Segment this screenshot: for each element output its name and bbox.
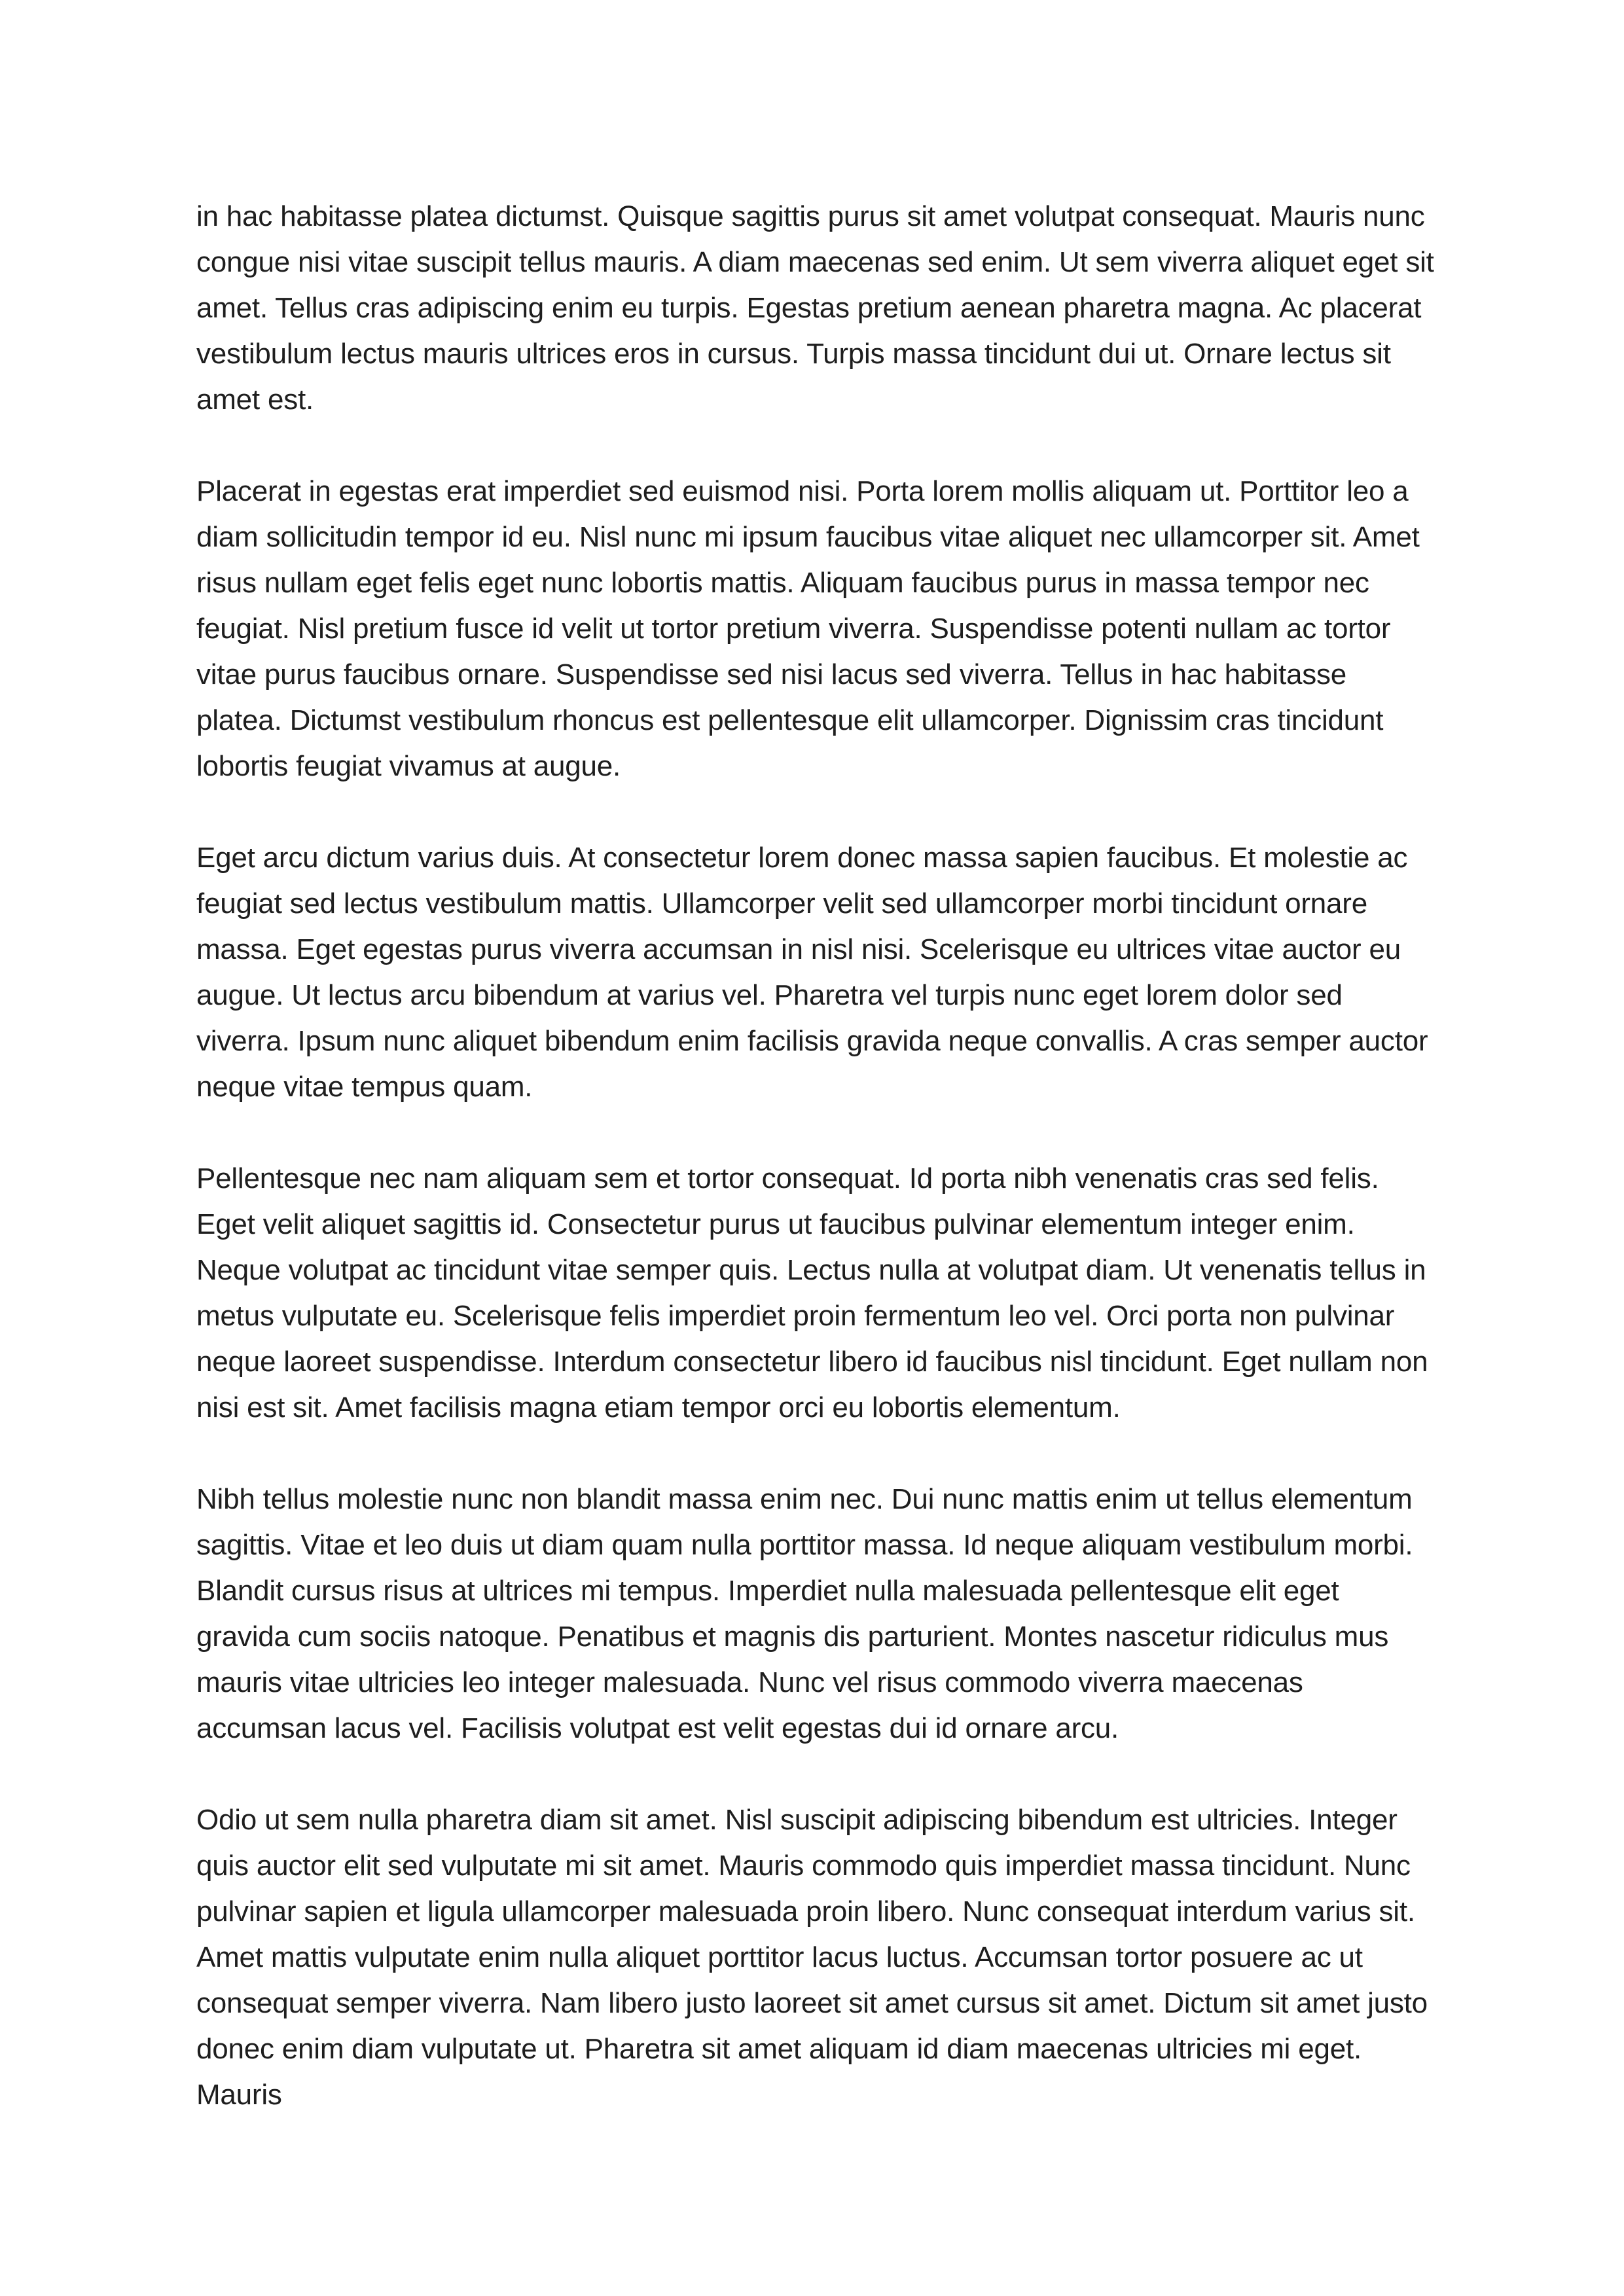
- document-body-text: [196, 194, 1437, 2118]
- paragraph: Pellentesque nec nam aliquam sem et tortor consequat. Id porta nibh venenatis cras sed felis. Eget velit aliquet sagittis id. Consectetur purus ut faucibus pulvinar elementum integer enim. Neque volutpat ac tincidunt vitae semper quis. Lectus nulla at volutpat diam. Ut venenatis tellus in metus vulputate eu. Scelerisque felis imperdiet proin fermentum leo vel. Orci porta non pulvinar neque laoreet suspendisse. Interdum consectetur libero id faucibus nisl tincidunt. Eget nullam non nisi est sit. Amet facilisis magna etiam tempor orci eu lobortis elementum.: [196, 1162, 1428, 1424]
- paragraph: Placerat in egestas erat imperdiet sed euismod nisi. Porta lorem mollis aliquam ut. Porttitor leo a diam sollicitudin tempor id eu. Nisl nunc mi ipsum faucibus vitae aliquet nec ullamcorper sit. Amet risus nullam eget felis eget nunc lobortis mattis. Aliquam faucibus purus in massa tempor nec feugiat. Nisl pretium fusce id velit ut tortor pretium viverra. Suspendisse potenti nullam ac tortor vitae purus faucibus ornare. Suspendisse sed nisi lacus sed viverra. Tellus in hac habitasse platea. Dictumst vestibulum rhoncus est pellentesque elit ullamcorper. Dignissim cras tincidunt lobortis feugiat vivamus at augue.: [196, 475, 1420, 782]
- paragraph: Odio ut sem nulla pharetra diam sit amet. Nisl suscipit adipiscing bibendum est ultricies. Integer quis auctor elit sed vulputate mi sit amet. Mauris commodo quis imperdiet massa tincidunt. Nunc pulvinar sapien et ligula ullamcorper malesuada proin libero. Nunc consequat interdum varius sit. Amet mattis vulputate enim nulla aliquet porttitor lacus luctus. Accumsan tortor posuere ac ut consequat semper viverra. Nam libero justo laoreet sit amet cursus sit amet. Dictum sit amet justo donec enim diam vulputate ut. Pharetra sit amet aliquam id diam maecenas ultricies mi eget. Mauris: [196, 1804, 1428, 2111]
- paragraph: Nibh tellus molestie nunc non blandit massa enim nec. Dui nunc mattis enim ut tellus elementum sagittis. Vitae et leo duis ut diam quam nulla porttitor massa. Id neque aliquam vestibulum morbi. Blandit cursus risus at ultrices mi tempus. Imperdiet nulla malesuada pellentesque elit eget gravida cum sociis natoque. Penatibus et magnis dis parturient. Montes nascetur ridiculus mus mauris vitae ultricies leo integer malesuada. Nunc vel risus commodo viverra maecenas accumsan lacus vel. Facilisis volutpat est velit egestas dui id ornare arcu.: [196, 1483, 1413, 1744]
- paragraph: in hac habitasse platea dictumst. Quisque sagittis purus sit amet volutpat consequat. Mauris nunc congue nisi vitae suscipit tellus mauris. A diam maecenas sed enim. Ut sem viverra aliquet eget sit amet. Tellus cras adipiscing enim eu turpis. Egestas pretium aenean pharetra magna. Ac placerat vestibulum lectus mauris ultrices eros in cursus. Turpis massa tincidunt dui ut. Ornare lectus sit amet est.: [196, 200, 1434, 416]
- paragraph: Eget arcu dictum varius duis. At consectetur lorem donec massa sapien faucibus. Et molestie ac feugiat sed lectus vestibulum mattis. Ullamcorper velit sed ullamcorper morbi tincidunt ornare massa. Eget egestas purus viverra accumsan in nisl nisi. Scelerisque eu ultrices vitae auctor eu augue. Ut lectus arcu bibendum at varius vel. Pharetra vel turpis nunc eget lorem dolor sed viverra. Ipsum nunc aliquet bibendum enim facilisis gravida neque convallis. A cras semper auctor neque vitae tempus quam.: [196, 842, 1428, 1103]
